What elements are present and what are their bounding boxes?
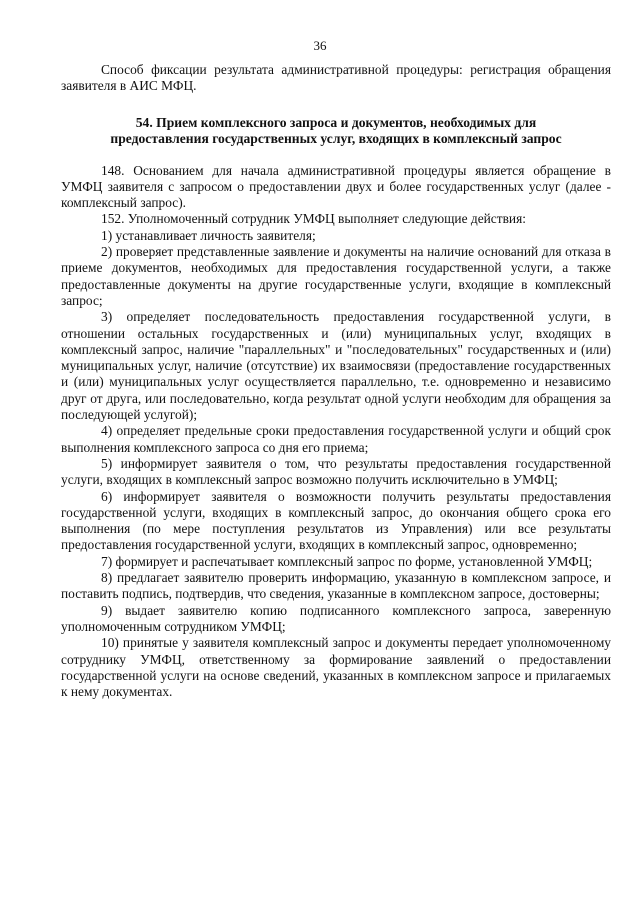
paragraph-152: 152. Уполномоченный сотрудник УМФЦ выполняет следующие действия:	[101, 211, 526, 227]
list-item-1: 1) устанавливает личность заявителя;	[101, 227, 316, 243]
paragraph-148: 148. Основанием для начала административной процедуры является обращение в УМФЦ заявителя с запросом о предоставлении двух и более государственных услуг (далее - комплексный запрос).	[61, 162, 611, 211]
list-item-9: 9) выдает заявителю копию подписанного комплексного запроса, заверенную уполномоченным сотрудником УМФЦ;	[61, 602, 611, 634]
list-item-8: 8) предлагает заявителю проверить информацию, указанную в комплексном запросе, и поставить подпись, подтвердив, что сведения, указанные в комплексном запросе, достоверны;	[61, 570, 611, 602]
intro-paragraph: Способ фиксации результата административной процедуры: регистрация обращения заявителя в АИС МФЦ.	[61, 62, 611, 94]
list-item-4: 4) определяет предельные сроки предоставления государственной услуги и общий срок выполнения комплексного запроса со дня его приема;	[61, 423, 611, 455]
list-item-7: 7) формирует и распечатывает комплексный запрос по форме, установленной УМФЦ;	[101, 553, 593, 569]
section-heading-line-1: 54. Прием комплексного запроса и документов, необходимых для	[135, 114, 537, 130]
document-body	[61, 62, 611, 700]
page-number: 36	[313, 38, 327, 53]
section-heading	[61, 115, 611, 148]
list-item-6: 6) информирует заявителя о возможности получить результаты предоставления государственной услуги, входящих в комплексный запрос, до окончания общего срока его выполнения (по мере поступления результатов из Управления) или все результаты предоставления государственной услуги, входящих в комплексный запрос, одновременно;	[61, 488, 611, 553]
section-heading-line-2: предоставления государственных услуг, входящих в комплексный запрос	[110, 131, 562, 147]
list-item-3: 3) определяет последовательность предоставления государственной услуги, в отношении остальных государственных и (или) муниципальных услуг, входящих в комплексный запрос, наличие "параллельных" и "последовательных" государственных и (или) муниципальных услуг, наличие (отсутствие) их взаимосвязи (предоставление государственных и (или) муниципальных услуг осуществляется параллельно, т.е. одновременно и независимо друг от друга, или последовательно, когда результат одной услуги необходим для обращения за последующей услугой);	[61, 309, 611, 423]
list-item-10: 10) принятые у заявителя комплексный запрос и документы передает уполномоченному сотруднику УМФЦ, ответственному за формирование заявлений о предоставлении государственной услуги на основе сведений, указанных в комплексном запросе и прилагаемых к нему документах.	[61, 635, 611, 700]
list-item-5: 5) информирует заявителя о том, что результаты предоставления государственной услуги, входящих в комплексный запрос возможно получить исключительно в УМФЦ;	[61, 455, 611, 488]
list-item-2: 2) проверяет представленные заявление и документы на наличие оснований для отказа в приеме документов, необходимых для предоставления государственной услуги, а также предоставленные документы на другие государственные услуги, входящие в комплексный запрос;	[61, 244, 611, 308]
